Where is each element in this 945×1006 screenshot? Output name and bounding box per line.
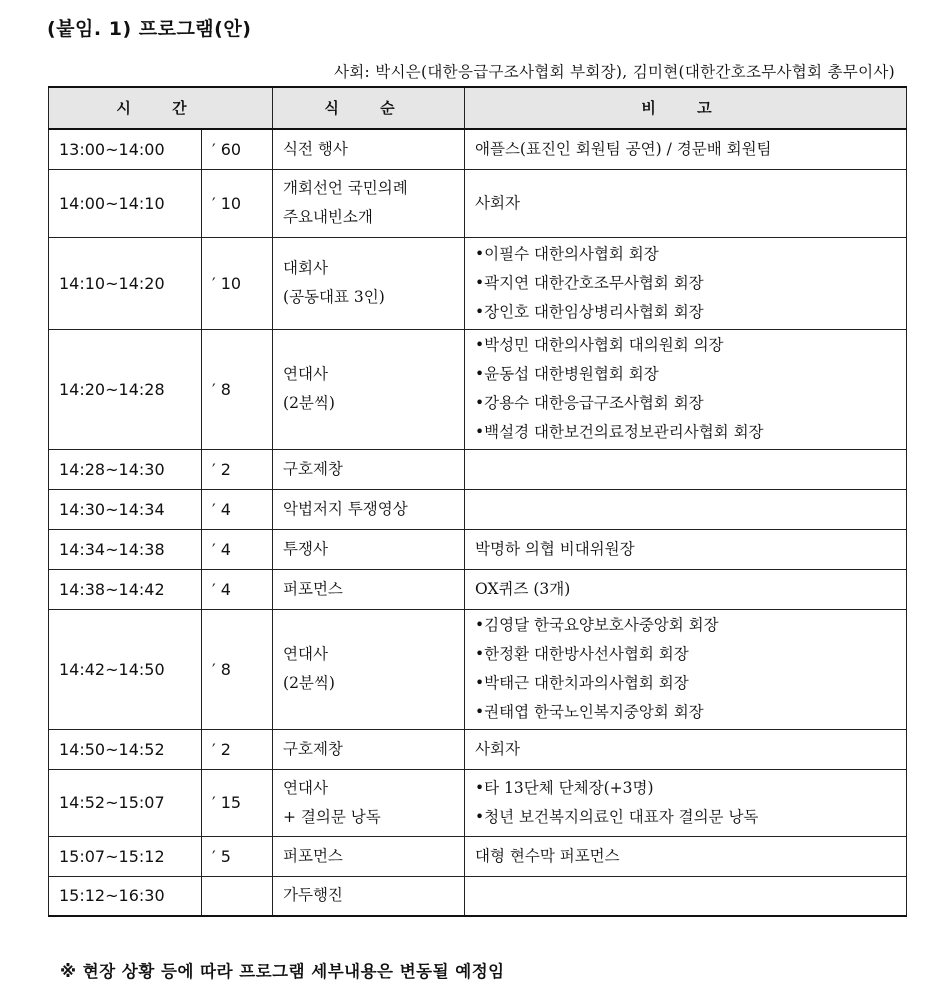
row-item-line: 구호제창 <box>283 459 343 478</box>
row-time: 14:28~14:30 <box>49 449 202 489</box>
row-item <box>273 769 465 836</box>
row-duration: ′ 8 <box>202 329 273 449</box>
row-note-line: •타 13단체 단체장(+3명) <box>475 778 654 797</box>
program-table <box>48 86 907 917</box>
row-item-line: + 결의문 낭독 <box>283 807 381 826</box>
footer-note: ※ 현장 상황 등에 따라 프로그램 세부내용은 변동될 예정임 <box>60 962 505 981</box>
row-note-line: •한정환 대한방사선사협회 회장 <box>475 645 689 663</box>
table-row <box>49 449 907 489</box>
row-duration: ′ 4 <box>202 569 273 609</box>
row-note <box>465 836 907 876</box>
row-item <box>273 129 465 169</box>
row-item-line: 대회사 <box>283 259 328 277</box>
row-item <box>273 237 465 329</box>
header-item: 식 순 <box>273 87 465 129</box>
row-note-line: •박태근 대한치과의사협회 회장 <box>475 674 689 692</box>
row-time: 14:52~15:07 <box>49 769 202 836</box>
row-note-line: 애플스(표진인 회원팀 공연) / 경문배 회원팀 <box>475 139 772 158</box>
row-item-line: 악법저지 투쟁영상 <box>283 499 408 518</box>
row-time: 15:12~16:30 <box>49 876 202 916</box>
row-item-line: 연대사 <box>283 778 328 797</box>
row-note-line: •김영달 한국요양보호사중앙회 회장 <box>475 616 719 634</box>
row-item-line: 연대사 <box>283 645 328 663</box>
row-note <box>465 569 907 609</box>
row-time: 14:00~14:10 <box>49 169 202 237</box>
row-item-line: 개회선언 국민의례 <box>283 179 408 197</box>
row-note-line: OX퀴즈 (3개) <box>475 579 571 598</box>
row-item <box>273 836 465 876</box>
row-note-line: 대형 현수막 퍼포먼스 <box>475 846 620 865</box>
row-item <box>273 729 465 769</box>
row-note-line: 사회자 <box>475 193 520 212</box>
row-note <box>465 449 907 489</box>
row-item <box>273 169 465 237</box>
row-item-line: 퍼포먼스 <box>283 846 343 865</box>
row-note-line: •이필수 대한의사협회 회장 <box>475 244 659 263</box>
row-note <box>465 129 907 169</box>
row-item-line: 퍼포먼스 <box>283 579 343 598</box>
row-duration: ′ 8 <box>202 609 273 729</box>
row-note-line: •백설경 대한보건의료정보관리사협회 회장 <box>475 423 764 441</box>
row-note <box>465 529 907 569</box>
row-note <box>465 769 907 836</box>
row-duration: ′ 5 <box>202 836 273 876</box>
row-duration: ′ 15 <box>202 769 273 836</box>
row-item <box>273 569 465 609</box>
row-time: 14:38~14:42 <box>49 569 202 609</box>
row-time: 14:34~14:38 <box>49 529 202 569</box>
row-note-line: 사회자 <box>475 739 520 758</box>
row-duration: ′ 10 <box>202 237 273 329</box>
table-row <box>49 876 907 916</box>
row-item-line: (2분씩) <box>283 394 335 412</box>
table-row <box>49 169 907 237</box>
row-item-line: (2분씩) <box>283 674 335 692</box>
table-row <box>49 237 907 329</box>
row-time: 14:50~14:52 <box>49 729 202 769</box>
row-item <box>273 609 465 729</box>
row-time: 14:30~14:34 <box>49 489 202 529</box>
row-item-line: 식전 행사 <box>283 139 348 158</box>
row-note-line: •청년 보건복지의료인 대표자 결의문 낭독 <box>475 807 759 826</box>
row-item-line: 가두행진 <box>283 886 343 905</box>
table-row <box>49 769 907 836</box>
mc-line: 사회: 박시은(대한응급구조사협회 부회장), 김미현(대한간호조무사협회 총무이사) <box>333 63 895 81</box>
row-note <box>465 329 907 449</box>
row-note <box>465 237 907 329</box>
row-duration: ′ 2 <box>202 729 273 769</box>
row-duration: ′ 60 <box>202 129 273 169</box>
row-item-line: 구호제창 <box>283 739 343 758</box>
header-note: 비 고 <box>465 87 907 129</box>
row-time: 15:07~15:12 <box>49 836 202 876</box>
header-time: 시 간 <box>49 87 273 129</box>
row-note <box>465 729 907 769</box>
table-row <box>49 569 907 609</box>
row-note-line: •권태엽 한국노인복지중앙회 회장 <box>475 703 704 721</box>
table-row <box>49 729 907 769</box>
row-note <box>465 169 907 237</box>
row-note <box>465 489 907 529</box>
table-row <box>49 329 907 449</box>
row-duration: ′ 4 <box>202 529 273 569</box>
row-note-line: 박명하 의협 비대위원장 <box>475 539 635 558</box>
row-item-line: 연대사 <box>283 365 328 383</box>
table-row <box>49 609 907 729</box>
table-row <box>49 836 907 876</box>
row-item <box>273 529 465 569</box>
row-time: 14:20~14:28 <box>49 329 202 449</box>
row-duration: ′ 4 <box>202 489 273 529</box>
row-duration: ′ 10 <box>202 169 273 237</box>
row-note-line: •박성민 대한의사협회 대의원회 의장 <box>475 336 724 354</box>
row-note <box>465 876 907 916</box>
document-heading: (붙임. 1) 프로그램(안) <box>47 18 252 40</box>
row-note-line: •강용수 대한응급구조사협회 회장 <box>475 394 704 412</box>
table-header-row <box>49 87 907 129</box>
row-item-line: 투쟁사 <box>283 539 328 558</box>
row-item-line: 주요내빈소개 <box>283 208 373 226</box>
row-time: 14:42~14:50 <box>49 609 202 729</box>
row-time: 13:00~14:00 <box>49 129 202 169</box>
row-note <box>465 609 907 729</box>
row-duration <box>202 876 273 916</box>
row-item <box>273 489 465 529</box>
row-duration: ′ 2 <box>202 449 273 489</box>
row-item <box>273 876 465 916</box>
table-row <box>49 129 907 169</box>
row-note-line: •윤동섭 대한병원협회 회장 <box>475 365 659 383</box>
table-row <box>49 489 907 529</box>
row-item <box>273 449 465 489</box>
row-time: 14:10~14:20 <box>49 237 202 329</box>
row-note-line: •곽지연 대한간호조무사협회 회장 <box>475 273 704 292</box>
table-row <box>49 529 907 569</box>
row-note-line: •장인호 대한임상병리사협회 회장 <box>475 302 704 321</box>
row-item-line: (공동대표 3인) <box>283 288 385 306</box>
row-item <box>273 329 465 449</box>
